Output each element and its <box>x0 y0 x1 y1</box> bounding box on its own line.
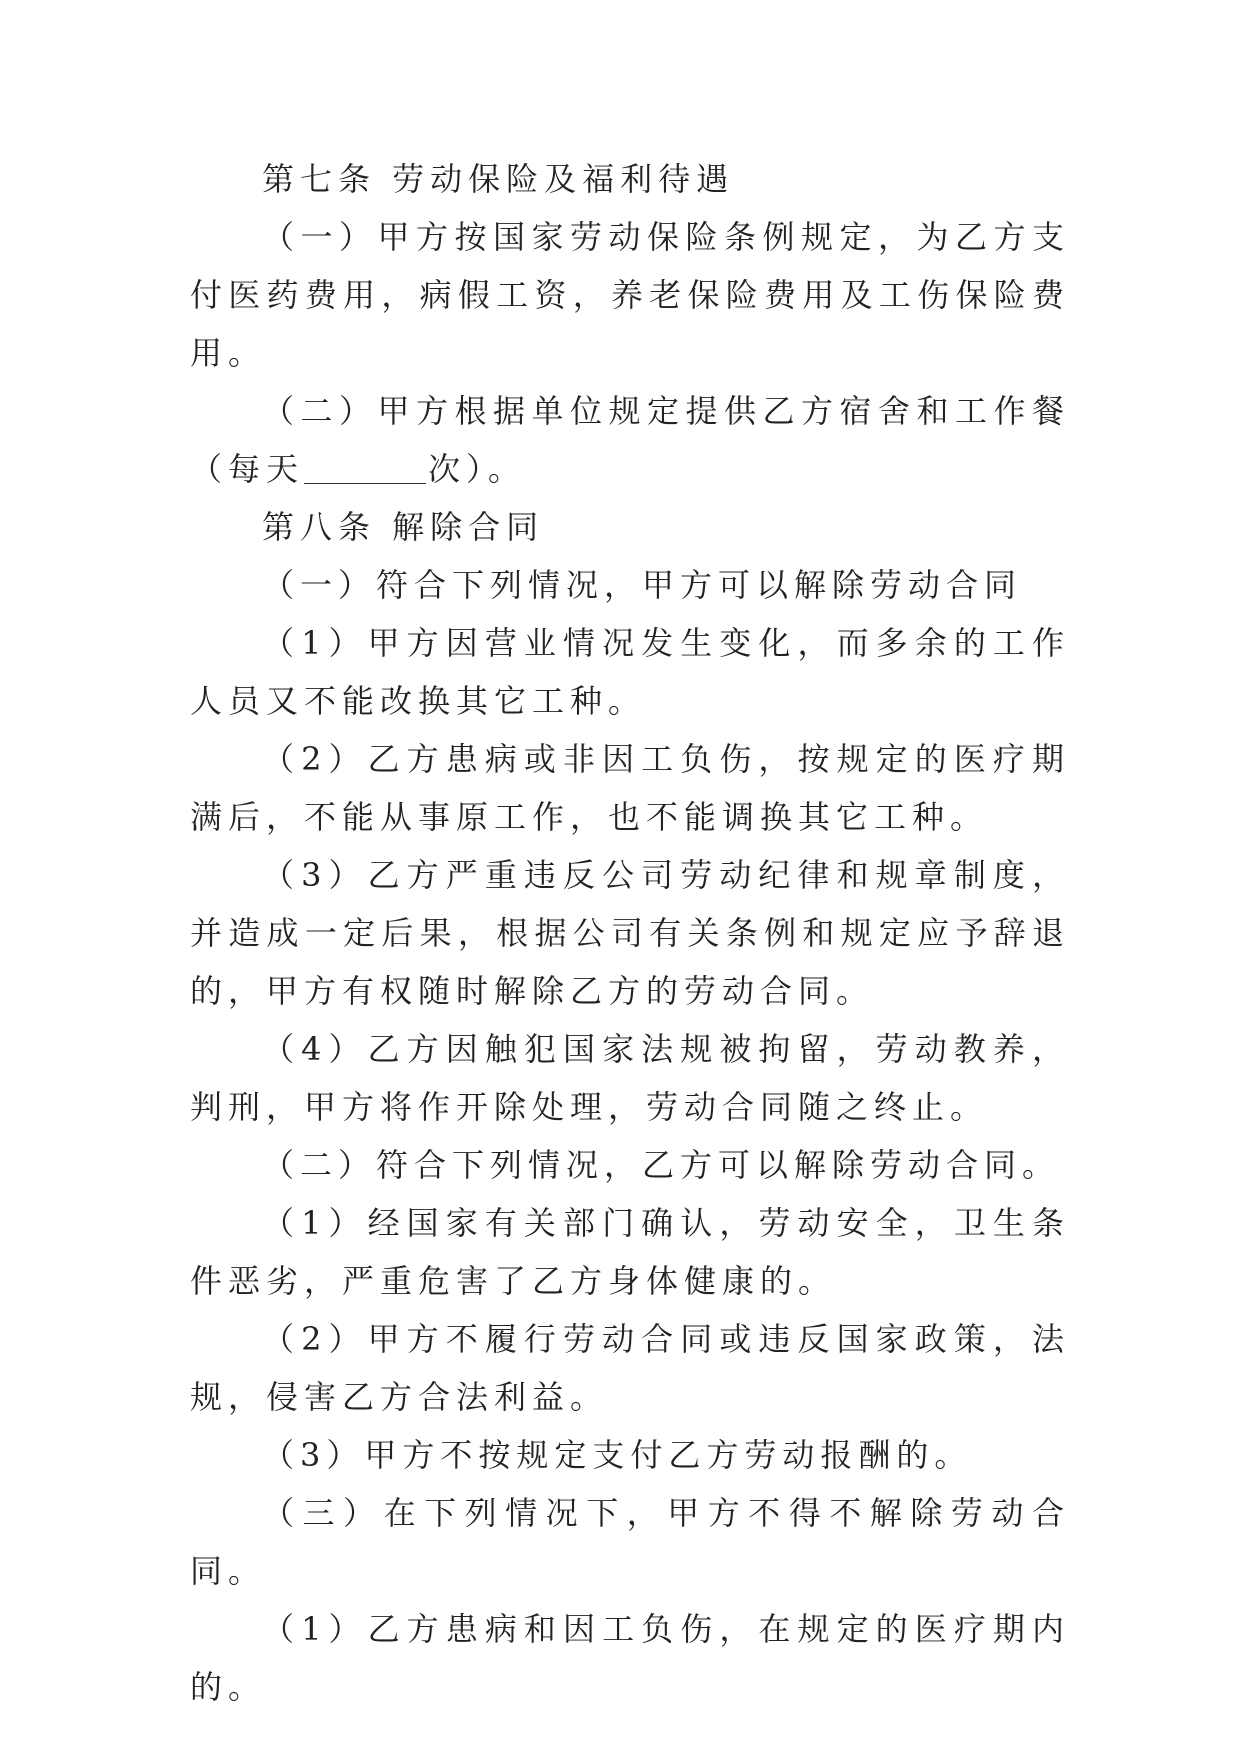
document-body <box>190 150 1070 1716</box>
article-8-heading: 第八条 解除合同 <box>262 508 545 546</box>
article-7-clause-2 <box>190 382 1070 498</box>
article-7-clause-1: （一）甲方按国家劳动保险条例规定，为乙方支付医药费用，病假工资，养老保险费用及工伤保险费用。 <box>190 218 1070 372</box>
article-8-section-2-item-2: （2）甲方不履行劳动合同或违反国家政策，法规，侵害乙方合法利益。 <box>190 1320 1070 1416</box>
meal-count-blank <box>304 451 426 484</box>
article-8-section-2-item-3: （3）甲方不按规定支付乙方劳动报酬的。 <box>262 1436 973 1474</box>
article-8-section-3: （三）在下列情况下，甲方不得不解除劳动合同。 <box>190 1494 1070 1590</box>
article-8-section-1-item-4: （4）乙方因触犯国家法规被拘留，劳动教养，判刑，甲方将作开除处理，劳动合同随之终止。 <box>190 1030 1070 1126</box>
article-8-section-2-item-1: （1）经国家有关部门确认，劳动安全，卫生条件恶劣，严重危害了乙方身体健康的。 <box>190 1204 1070 1300</box>
article-8-section-2: （二）符合下列情况，乙方可以解除劳动合同。 <box>262 1146 1061 1184</box>
article-7-heading: 第七条 劳动保险及福利待遇 <box>262 160 735 198</box>
article-8-section-1-item-3: （3）乙方严重违反公司劳动纪律和规章制度，并造成一定后果，根据公司有关条例和规定应予辞退的，甲方有权随时解除乙方的劳动合同。 <box>190 856 1070 1010</box>
meal-count-line <box>304 450 526 488</box>
meal-count-suffix: 次）。 <box>428 450 527 488</box>
article-8-section-1-item-1: （1）甲方因营业情况发生变化，而多余的工作人员又不能改换其它工种。 <box>190 624 1070 720</box>
article-8-section-3-item-1: （1）乙方患病和因工负伤，在规定的医疗期内的。 <box>190 1610 1070 1706</box>
article-8-section-1-item-2: （2）乙方患病或非因工负伤，按规定的医疗期满后，不能从事原工作，也不能调换其它工种。 <box>190 740 1070 836</box>
article-8-section-1: （一）符合下列情况，甲方可以解除劳动合同 <box>262 566 1023 604</box>
article-7-clause-2-text: （二）甲方根据单位规定提供乙方宿舍和工作餐（每天 <box>190 392 1070 488</box>
